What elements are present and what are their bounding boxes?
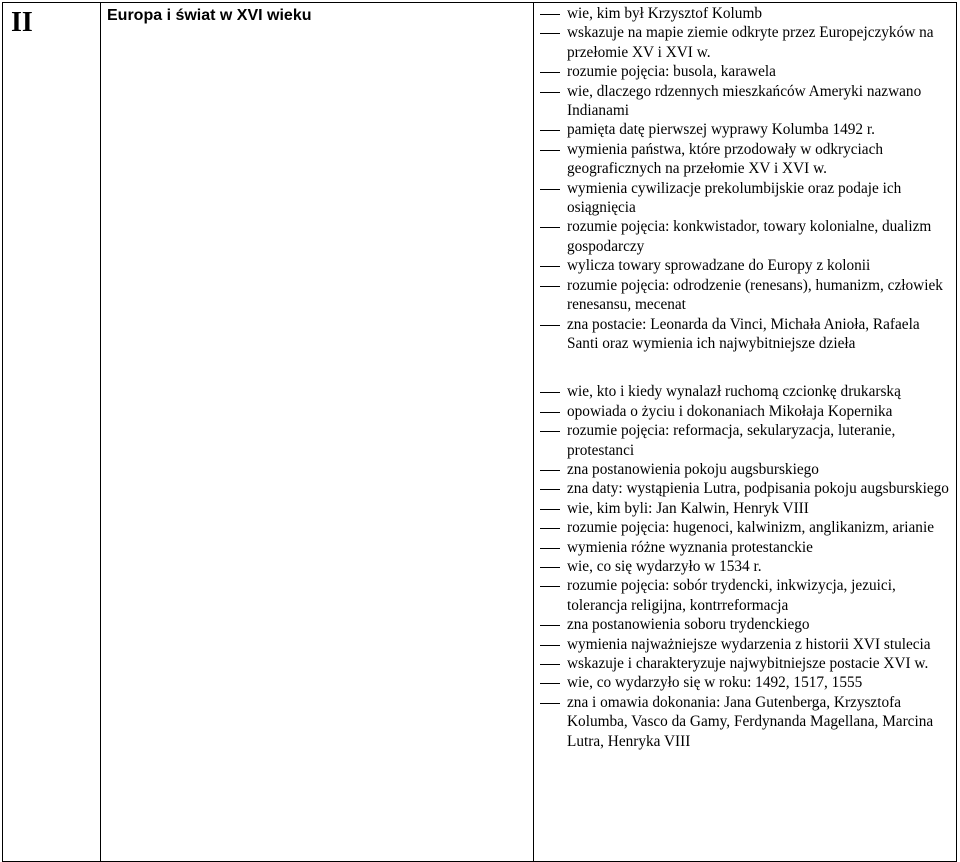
requirement-item: pamięta datę pierwszej wyprawy Kolumba 1492 r. bbox=[540, 120, 950, 139]
requirement-item: wie, co wydarzyło się w roku: 1492, 1517, 1555 bbox=[540, 673, 950, 692]
requirement-item: wie, kim był Krzysztof Kolumb bbox=[540, 4, 950, 23]
column-divider bbox=[533, 3, 534, 861]
requirement-item: wymienia cywilizacje prekolumbijskie oraz podaje ich osiągnięcia bbox=[540, 179, 950, 218]
requirement-item: zna daty: wystąpienia Lutra, podpisania pokoju augsburskiego bbox=[540, 479, 950, 498]
requirement-item: wymienia państwa, które przodowały w odkryciach geograficznych na przełomie XV i XVI w. bbox=[540, 140, 950, 179]
requirement-item: rozumie pojęcia: sobór trydencki, inkwizycja, jezuici, tolerancja religijna, kontrreformacja bbox=[540, 576, 950, 615]
requirement-item: wie, co się wydarzyło w 1534 r. bbox=[540, 557, 950, 576]
group-spacer bbox=[540, 353, 950, 382]
requirement-item: wskazuje i charakteryzuje najwybitniejsze postacie XVI w. bbox=[540, 654, 950, 673]
requirement-item: wymienia najważniejsze wydarzenia z historii XVI stulecia bbox=[540, 635, 950, 654]
requirement-item: wie, dlaczego rdzennych mieszkańców Ameryki nazwano Indianami bbox=[540, 82, 950, 121]
requirement-item: zna postacie: Leonarda da Vinci, Michała Anioła, Rafaela Santi oraz wymienia ich najwybitniejsze dzieła bbox=[540, 315, 950, 354]
requirement-item: wie, kto i kiedy wynalazł ruchomą czcionkę drukarską bbox=[540, 382, 950, 401]
requirement-item: wie, kim byli: Jan Kalwin, Henryk VIII bbox=[540, 499, 950, 518]
requirement-item: wskazuje na mapie ziemie odkryte przez Europejczyków na przełomie XV i XVI w. bbox=[540, 23, 950, 62]
requirement-item: zna i omawia dokonania: Jana Gutenberga, Krzysztofa Kolumba, Vasco da Gamy, Ferdynanda Magellana, Marcina Lutra, Henryka VIII bbox=[540, 693, 950, 751]
requirement-item: rozumie pojęcia: konkwistador, towary kolonialne, dualizm gospodarczy bbox=[540, 217, 950, 256]
requirement-item: opowiada o życiu i dokonaniach Mikołaja Kopernika bbox=[540, 402, 950, 421]
requirement-item: wylicza towary sprowadzane do Europy z kolonii bbox=[540, 256, 950, 275]
requirement-item: wymienia różne wyznania protestanckie bbox=[540, 538, 950, 557]
section-title: Europa i świat w XVI wieku bbox=[107, 7, 312, 24]
requirement-item: rozumie pojęcia: odrodzenie (renesans), humanizm, człowiek renesansu, mecenat bbox=[540, 276, 950, 315]
requirements-list bbox=[540, 4, 950, 751]
requirement-item: rozumie pojęcia: reformacja, sekularyzacja, luteranie, protestanci bbox=[540, 421, 950, 460]
requirement-item: rozumie pojęcia: busola, karawela bbox=[540, 62, 950, 81]
requirement-item: zna postanowienia pokoju augsburskiego bbox=[540, 460, 950, 479]
requirement-item: zna postanowienia soboru trydenckiego bbox=[540, 615, 950, 634]
column-divider bbox=[100, 3, 101, 861]
section-number: II bbox=[11, 7, 33, 38]
requirement-item: rozumie pojęcia: hugenoci, kalwinizm, anglikanizm, arianie bbox=[540, 518, 950, 537]
